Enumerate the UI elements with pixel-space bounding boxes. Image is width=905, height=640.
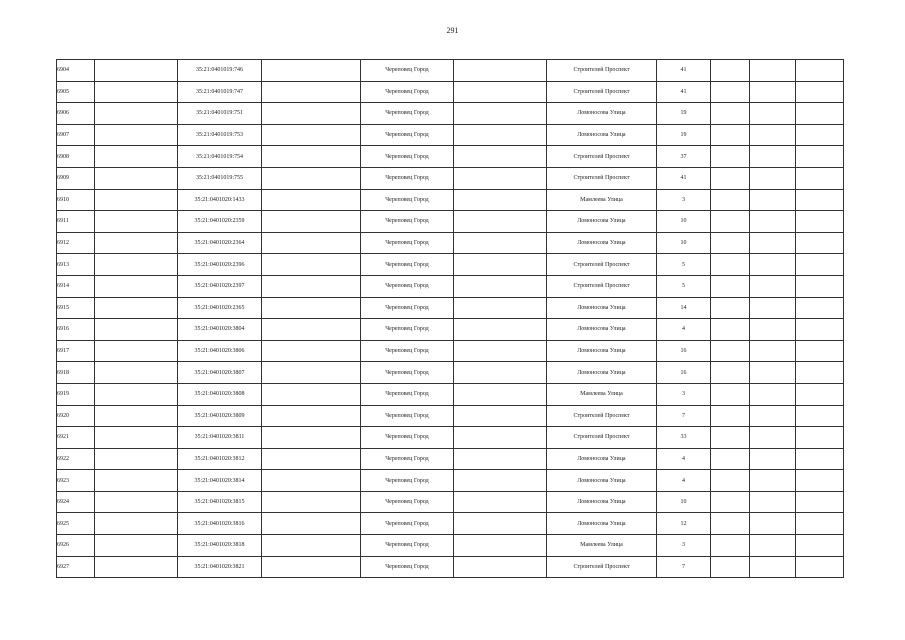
empty-cell bbox=[262, 60, 361, 82]
empty-cell bbox=[454, 211, 547, 233]
cadastral-number-cell: 35:21:0401019:753 bbox=[178, 124, 262, 146]
table-row bbox=[57, 383, 844, 405]
empty-cell bbox=[796, 275, 844, 297]
empty-cell bbox=[95, 556, 178, 578]
city-cell: Череповец Город bbox=[361, 470, 454, 492]
cadastral-number-cell: 35:21:0401020:3804 bbox=[178, 319, 262, 341]
empty-cell bbox=[796, 535, 844, 557]
empty-cell bbox=[262, 167, 361, 189]
row-number-cell: 6927 bbox=[57, 556, 95, 578]
table-row bbox=[57, 211, 844, 233]
empty-cell bbox=[454, 319, 547, 341]
empty-cell bbox=[711, 189, 750, 211]
empty-cell bbox=[454, 146, 547, 168]
cadastral-number-cell: 35:21:0401019:746 bbox=[178, 60, 262, 82]
empty-cell bbox=[262, 405, 361, 427]
empty-cell bbox=[796, 470, 844, 492]
empty-cell bbox=[95, 383, 178, 405]
street-cell: Ломоносова Улица bbox=[547, 103, 657, 125]
empty-cell bbox=[711, 275, 750, 297]
street-cell: Строителей Проспект bbox=[547, 146, 657, 168]
house-number-cell: 10 bbox=[657, 232, 711, 254]
cadastral-number-cell: 35:21:0401020:3811 bbox=[178, 427, 262, 449]
row-number-cell: 6925 bbox=[57, 513, 95, 535]
empty-cell bbox=[750, 275, 796, 297]
empty-cell bbox=[711, 362, 750, 384]
street-cell: Ломоносова Улица bbox=[547, 362, 657, 384]
table-row bbox=[57, 470, 844, 492]
street-cell: Строителей Проспект bbox=[547, 556, 657, 578]
empty-cell bbox=[796, 254, 844, 276]
empty-cell bbox=[454, 297, 547, 319]
row-number-cell: 6911 bbox=[57, 211, 95, 233]
empty-cell bbox=[711, 103, 750, 125]
city-cell: Череповец Город bbox=[361, 146, 454, 168]
empty-cell bbox=[711, 297, 750, 319]
row-number-cell: 6913 bbox=[57, 254, 95, 276]
empty-cell bbox=[711, 146, 750, 168]
empty-cell bbox=[796, 556, 844, 578]
street-cell: Строителей Проспект bbox=[547, 427, 657, 449]
empty-cell bbox=[750, 405, 796, 427]
city-cell: Череповец Город bbox=[361, 232, 454, 254]
street-cell: Ломоносова Улица bbox=[547, 340, 657, 362]
empty-cell bbox=[711, 491, 750, 513]
city-cell: Череповец Город bbox=[361, 275, 454, 297]
table-row bbox=[57, 340, 844, 362]
cadastral-number-cell: 35:21:0401020:3807 bbox=[178, 362, 262, 384]
house-number-cell: 10 bbox=[657, 211, 711, 233]
street-cell: Ломоносова Улица bbox=[547, 448, 657, 470]
street-cell: Строителей Проспект bbox=[547, 81, 657, 103]
street-cell: Ломоносова Улица bbox=[547, 319, 657, 341]
empty-cell bbox=[796, 124, 844, 146]
table-row bbox=[57, 405, 844, 427]
cadastral-number-cell: 35:21:0401019:755 bbox=[178, 167, 262, 189]
empty-cell bbox=[262, 556, 361, 578]
house-number-cell: 41 bbox=[657, 81, 711, 103]
empty-cell bbox=[750, 383, 796, 405]
empty-cell bbox=[454, 556, 547, 578]
empty-cell bbox=[454, 448, 547, 470]
row-number-cell: 6921 bbox=[57, 427, 95, 449]
city-cell: Череповец Город bbox=[361, 340, 454, 362]
empty-cell bbox=[262, 448, 361, 470]
empty-cell bbox=[262, 275, 361, 297]
empty-cell bbox=[711, 319, 750, 341]
empty-cell bbox=[95, 405, 178, 427]
cadastral-number-cell: 35:21:0401019:747 bbox=[178, 81, 262, 103]
table-row bbox=[57, 124, 844, 146]
city-cell: Череповец Город bbox=[361, 254, 454, 276]
empty-cell bbox=[262, 535, 361, 557]
empty-cell bbox=[796, 297, 844, 319]
row-number-cell: 6923 bbox=[57, 470, 95, 492]
city-cell: Череповец Город bbox=[361, 297, 454, 319]
house-number-cell: 19 bbox=[657, 124, 711, 146]
empty-cell bbox=[711, 254, 750, 276]
empty-cell bbox=[95, 491, 178, 513]
house-number-cell: 5 bbox=[657, 254, 711, 276]
empty-cell bbox=[796, 232, 844, 254]
table-row bbox=[57, 319, 844, 341]
page-number: 291 bbox=[446, 26, 459, 35]
empty-cell bbox=[454, 60, 547, 82]
empty-cell bbox=[750, 81, 796, 103]
row-number-cell: 6914 bbox=[57, 275, 95, 297]
empty-cell bbox=[262, 319, 361, 341]
empty-cell bbox=[262, 340, 361, 362]
empty-cell bbox=[750, 60, 796, 82]
empty-cell bbox=[454, 535, 547, 557]
street-cell: Мамлеева Улица bbox=[547, 383, 657, 405]
table-row bbox=[57, 297, 844, 319]
row-number-cell: 6924 bbox=[57, 491, 95, 513]
empty-cell bbox=[750, 470, 796, 492]
house-number-cell: 10 bbox=[657, 491, 711, 513]
house-number-cell: 4 bbox=[657, 470, 711, 492]
house-number-cell: 33 bbox=[657, 427, 711, 449]
row-number-cell: 6917 bbox=[57, 340, 95, 362]
empty-cell bbox=[711, 383, 750, 405]
city-cell: Череповец Город bbox=[361, 491, 454, 513]
cadastral-number-cell: 35:21:0401020:2364 bbox=[178, 232, 262, 254]
empty-cell bbox=[796, 189, 844, 211]
row-number-cell: 6922 bbox=[57, 448, 95, 470]
row-number-cell: 6907 bbox=[57, 124, 95, 146]
house-number-cell: 12 bbox=[657, 513, 711, 535]
table-row bbox=[57, 513, 844, 535]
city-cell: Череповец Город bbox=[361, 167, 454, 189]
row-number-cell: 6920 bbox=[57, 405, 95, 427]
house-number-cell: 7 bbox=[657, 556, 711, 578]
empty-cell bbox=[454, 124, 547, 146]
empty-cell bbox=[262, 232, 361, 254]
table-row bbox=[57, 60, 844, 82]
cadastral-number-cell: 35:21:0401020:3809 bbox=[178, 405, 262, 427]
empty-cell bbox=[262, 513, 361, 535]
empty-cell bbox=[454, 103, 547, 125]
empty-cell bbox=[262, 383, 361, 405]
house-number-cell: 4 bbox=[657, 448, 711, 470]
house-number-cell: 19 bbox=[657, 103, 711, 125]
table-row bbox=[57, 81, 844, 103]
street-cell: Строителей Проспект bbox=[547, 254, 657, 276]
empty-cell bbox=[454, 275, 547, 297]
street-cell: Строителей Проспект bbox=[547, 405, 657, 427]
table-row bbox=[57, 232, 844, 254]
row-number-cell: 6908 bbox=[57, 146, 95, 168]
empty-cell bbox=[711, 167, 750, 189]
house-number-cell: 3 bbox=[657, 189, 711, 211]
empty-cell bbox=[95, 232, 178, 254]
empty-cell bbox=[95, 103, 178, 125]
empty-cell bbox=[711, 427, 750, 449]
empty-cell bbox=[95, 448, 178, 470]
house-number-cell: 3 bbox=[657, 383, 711, 405]
street-cell: Ломоносова Улица bbox=[547, 297, 657, 319]
empty-cell bbox=[796, 448, 844, 470]
empty-cell bbox=[750, 340, 796, 362]
street-cell: Ломоносова Улица bbox=[547, 232, 657, 254]
empty-cell bbox=[750, 362, 796, 384]
cadastral-number-cell: 35:21:0401020:3814 bbox=[178, 470, 262, 492]
row-number-cell: 6910 bbox=[57, 189, 95, 211]
empty-cell bbox=[95, 275, 178, 297]
empty-cell bbox=[711, 556, 750, 578]
city-cell: Череповец Город bbox=[361, 362, 454, 384]
empty-cell bbox=[796, 60, 844, 82]
empty-cell bbox=[454, 383, 547, 405]
empty-cell bbox=[95, 427, 178, 449]
table-row bbox=[57, 146, 844, 168]
city-cell: Череповец Город bbox=[361, 405, 454, 427]
city-cell: Череповец Город bbox=[361, 60, 454, 82]
empty-cell bbox=[796, 362, 844, 384]
city-cell: Череповец Город bbox=[361, 513, 454, 535]
cadastral-number-cell: 35:21:0401020:3816 bbox=[178, 513, 262, 535]
empty-cell bbox=[796, 383, 844, 405]
cadastral-number-cell: 35:21:0401020:2397 bbox=[178, 275, 262, 297]
table-row bbox=[57, 103, 844, 125]
cadastral-number-cell: 35:21:0401020:3806 bbox=[178, 340, 262, 362]
empty-cell bbox=[750, 448, 796, 470]
empty-cell bbox=[262, 103, 361, 125]
street-cell: Ломоносова Улица bbox=[547, 491, 657, 513]
empty-cell bbox=[750, 146, 796, 168]
house-number-cell: 16 bbox=[657, 340, 711, 362]
cadastral-number-cell: 35:21:0401019:754 bbox=[178, 146, 262, 168]
empty-cell bbox=[262, 124, 361, 146]
empty-cell bbox=[750, 491, 796, 513]
city-cell: Череповец Город bbox=[361, 211, 454, 233]
empty-cell bbox=[750, 189, 796, 211]
city-cell: Череповец Город bbox=[361, 448, 454, 470]
house-number-cell: 14 bbox=[657, 297, 711, 319]
empty-cell bbox=[95, 167, 178, 189]
empty-cell bbox=[262, 470, 361, 492]
empty-cell bbox=[262, 362, 361, 384]
city-cell: Череповец Город bbox=[361, 556, 454, 578]
empty-cell bbox=[95, 146, 178, 168]
empty-cell bbox=[796, 513, 844, 535]
empty-cell bbox=[711, 211, 750, 233]
empty-cell bbox=[262, 491, 361, 513]
street-cell: Ломоносова Улица bbox=[547, 470, 657, 492]
row-number-cell: 6926 bbox=[57, 535, 95, 557]
row-number-cell: 6918 bbox=[57, 362, 95, 384]
empty-cell bbox=[454, 362, 547, 384]
empty-cell bbox=[796, 405, 844, 427]
empty-cell bbox=[711, 232, 750, 254]
cadastral-number-cell: 35:21:0401020:3818 bbox=[178, 535, 262, 557]
empty-cell bbox=[262, 211, 361, 233]
cadastral-number-cell: 35:21:0401020:3812 bbox=[178, 448, 262, 470]
empty-cell bbox=[262, 146, 361, 168]
cadastral-number-cell: 35:21:0401020:1433 bbox=[178, 189, 262, 211]
city-cell: Череповец Город bbox=[361, 427, 454, 449]
cadastral-number-cell: 35:21:0401020:2396 bbox=[178, 254, 262, 276]
table-row bbox=[57, 189, 844, 211]
city-cell: Череповец Город bbox=[361, 124, 454, 146]
row-number-cell: 6905 bbox=[57, 81, 95, 103]
street-cell: Мамлеева Улица bbox=[547, 189, 657, 211]
registry-table bbox=[56, 59, 844, 578]
cadastral-number-cell: 35:21:0401019:751 bbox=[178, 103, 262, 125]
empty-cell bbox=[750, 103, 796, 125]
empty-cell bbox=[95, 124, 178, 146]
empty-cell bbox=[95, 319, 178, 341]
empty-cell bbox=[95, 470, 178, 492]
empty-cell bbox=[454, 427, 547, 449]
empty-cell bbox=[95, 60, 178, 82]
empty-cell bbox=[796, 491, 844, 513]
table-row bbox=[57, 167, 844, 189]
empty-cell bbox=[454, 232, 547, 254]
table-row bbox=[57, 448, 844, 470]
city-cell: Череповец Город bbox=[361, 103, 454, 125]
street-cell: Строителей Проспект bbox=[547, 60, 657, 82]
empty-cell bbox=[750, 319, 796, 341]
cadastral-number-cell: 35:21:0401020:2365 bbox=[178, 297, 262, 319]
empty-cell bbox=[750, 124, 796, 146]
empty-cell bbox=[750, 167, 796, 189]
empty-cell bbox=[750, 556, 796, 578]
cadastral-number-cell: 35:21:0401020:3808 bbox=[178, 383, 262, 405]
empty-cell bbox=[711, 535, 750, 557]
house-number-cell: 41 bbox=[657, 167, 711, 189]
empty-cell bbox=[750, 427, 796, 449]
empty-cell bbox=[262, 427, 361, 449]
empty-cell bbox=[796, 103, 844, 125]
empty-cell bbox=[95, 211, 178, 233]
empty-cell bbox=[95, 362, 178, 384]
city-cell: Череповец Город bbox=[361, 535, 454, 557]
empty-cell bbox=[262, 254, 361, 276]
empty-cell bbox=[95, 254, 178, 276]
empty-cell bbox=[750, 297, 796, 319]
empty-cell bbox=[750, 211, 796, 233]
row-number-cell: 6904 bbox=[57, 60, 95, 82]
cadastral-number-cell: 35:21:0401020:3821 bbox=[178, 556, 262, 578]
empty-cell bbox=[750, 535, 796, 557]
house-number-cell: 41 bbox=[657, 60, 711, 82]
empty-cell bbox=[95, 189, 178, 211]
empty-cell bbox=[796, 81, 844, 103]
empty-cell bbox=[95, 340, 178, 362]
table-row bbox=[57, 535, 844, 557]
empty-cell bbox=[454, 254, 547, 276]
empty-cell bbox=[454, 167, 547, 189]
empty-cell bbox=[262, 297, 361, 319]
street-cell: Ломоносова Улица bbox=[547, 211, 657, 233]
row-number-cell: 6915 bbox=[57, 297, 95, 319]
empty-cell bbox=[454, 340, 547, 362]
empty-cell bbox=[796, 146, 844, 168]
empty-cell bbox=[95, 81, 178, 103]
empty-cell bbox=[454, 81, 547, 103]
empty-cell bbox=[711, 448, 750, 470]
cadastral-number-cell: 35:21:0401020:3815 bbox=[178, 491, 262, 513]
row-number-cell: 6916 bbox=[57, 319, 95, 341]
table-row bbox=[57, 491, 844, 513]
city-cell: Череповец Город bbox=[361, 383, 454, 405]
empty-cell bbox=[711, 124, 750, 146]
house-number-cell: 37 bbox=[657, 146, 711, 168]
row-number-cell: 6912 bbox=[57, 232, 95, 254]
empty-cell bbox=[711, 340, 750, 362]
street-cell: Ломоносова Улица bbox=[547, 513, 657, 535]
table-row bbox=[57, 275, 844, 297]
street-cell: Строителей Проспект bbox=[547, 275, 657, 297]
empty-cell bbox=[796, 340, 844, 362]
house-number-cell: 4 bbox=[657, 319, 711, 341]
table-row bbox=[57, 427, 844, 449]
empty-cell bbox=[454, 405, 547, 427]
house-number-cell: 5 bbox=[657, 275, 711, 297]
row-number-cell: 6906 bbox=[57, 103, 95, 125]
empty-cell bbox=[454, 513, 547, 535]
empty-cell bbox=[95, 513, 178, 535]
registry-rows bbox=[57, 60, 844, 578]
empty-cell bbox=[454, 470, 547, 492]
empty-cell bbox=[711, 81, 750, 103]
empty-cell bbox=[796, 167, 844, 189]
row-number-cell: 6919 bbox=[57, 383, 95, 405]
empty-cell bbox=[796, 319, 844, 341]
city-cell: Череповец Город bbox=[361, 189, 454, 211]
empty-cell bbox=[750, 513, 796, 535]
empty-cell bbox=[454, 189, 547, 211]
empty-cell bbox=[95, 297, 178, 319]
city-cell: Череповец Город bbox=[361, 319, 454, 341]
street-cell: Строителей Проспект bbox=[547, 167, 657, 189]
empty-cell bbox=[750, 232, 796, 254]
house-number-cell: 7 bbox=[657, 405, 711, 427]
empty-cell bbox=[796, 427, 844, 449]
cadastral-number-cell: 35:21:0401020:2359 bbox=[178, 211, 262, 233]
empty-cell bbox=[750, 254, 796, 276]
table-row bbox=[57, 556, 844, 578]
empty-cell bbox=[454, 491, 547, 513]
empty-cell bbox=[711, 60, 750, 82]
street-cell: Ломоносова Улица bbox=[547, 124, 657, 146]
house-number-cell: 3 bbox=[657, 535, 711, 557]
empty-cell bbox=[95, 535, 178, 557]
empty-cell bbox=[796, 211, 844, 233]
city-cell: Череповец Город bbox=[361, 81, 454, 103]
empty-cell bbox=[711, 513, 750, 535]
house-number-cell: 16 bbox=[657, 362, 711, 384]
table-row bbox=[57, 254, 844, 276]
street-cell: Мамлеева Улица bbox=[547, 535, 657, 557]
empty-cell bbox=[262, 189, 361, 211]
row-number-cell: 6909 bbox=[57, 167, 95, 189]
table-row bbox=[57, 362, 844, 384]
empty-cell bbox=[262, 81, 361, 103]
empty-cell bbox=[711, 405, 750, 427]
empty-cell bbox=[711, 470, 750, 492]
